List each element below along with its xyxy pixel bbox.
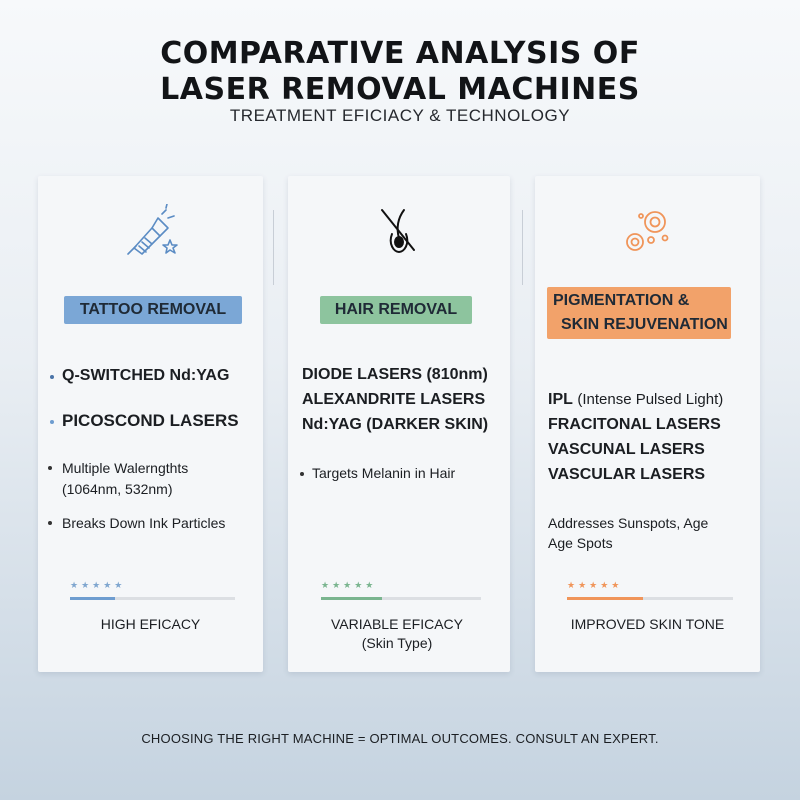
efficacy-bar	[70, 597, 235, 600]
rating-stars: ★★★★★	[567, 580, 623, 590]
footer-note: CHOOSING THE RIGHT MACHINE = OPTIMAL OUTCOMES. CONSULT AN EXPERT.	[141, 731, 659, 746]
efficacy-bar	[321, 597, 481, 600]
rating-stars: ★★★★★	[70, 580, 126, 590]
bullet-icon	[48, 521, 52, 525]
bullet-icon	[50, 420, 54, 424]
bullet-icon	[48, 466, 52, 470]
hair-follicle-crossed-icon	[374, 204, 424, 258]
tech-item: DIODE LASERS (810nm)	[302, 366, 488, 383]
laser-tattoo-gun-icon	[122, 204, 182, 260]
bullet-icon	[300, 472, 304, 476]
badge-line: SKIN REJUVENATION	[561, 316, 728, 333]
tech-item: FRACITONAL LASERS	[548, 416, 721, 433]
tech-item: Q-SWITCHED Nd:YAG	[62, 367, 230, 384]
title-line-1: COMPARATIVE ANALYSIS OF	[160, 36, 640, 71]
rating-stars: ★★★★★	[321, 580, 377, 590]
bullet-icon	[50, 375, 54, 379]
efficacy-bar	[567, 597, 733, 600]
tech-abbr: IPL	[548, 391, 573, 408]
card-tattoo-removal	[38, 176, 263, 672]
efficacy-label-sub: (Skin Type)	[361, 635, 433, 651]
efficacy-label: HIGH EFICACY	[100, 616, 201, 632]
tech-item	[548, 388, 723, 412]
badge-line: PIGMENTATION &	[553, 292, 690, 309]
tech-item: VASCULAR LASERS	[548, 466, 706, 483]
divider	[273, 210, 274, 285]
efficacy-bar-fill	[70, 597, 115, 600]
badge-pigmentation	[547, 287, 731, 339]
badge-hair-removal: HAIR REMOVAL	[320, 296, 472, 324]
feature-item: Multiple Walerngthts	[62, 460, 189, 476]
feature-item: Addresses Sunspots, Age	[548, 515, 709, 531]
feature-item: (1064nm, 532nm)	[62, 481, 173, 497]
tech-item: Nd:YAG (DARKER SKIN)	[302, 416, 489, 433]
tech-desc: (Intense Pulsed Light)	[577, 391, 724, 408]
tech-item: VASCUNAL LASERS	[548, 441, 705, 458]
efficacy-label: IMPROVED SKIN TONE	[570, 616, 725, 632]
efficacy-bar-fill	[321, 597, 382, 600]
tech-item: ALEXANDRITE LASERS	[302, 391, 486, 408]
efficacy-label: VARIABLE EFICACY	[330, 616, 463, 632]
tech-item: PICOSCOND LASERS	[62, 411, 239, 430]
feature-item: Breaks Down Ink Particles	[62, 515, 226, 531]
divider	[522, 210, 523, 285]
title-line-2: LASER REMOVAL MACHINES	[160, 72, 640, 107]
feature-item: Age Spots	[548, 535, 613, 551]
feature-item: Targets Melanin in Hair	[312, 465, 456, 481]
page-title	[0, 36, 800, 108]
badge-tattoo-removal: TATTOO REMOVAL	[64, 296, 242, 324]
page-subtitle: TREATMENT EFICIACY & TECHNOLOGY	[229, 106, 571, 125]
card-hair-removal	[288, 176, 510, 672]
skin-cells-icon	[621, 204, 675, 258]
efficacy-bar-fill	[567, 597, 643, 600]
card-pigmentation	[535, 176, 760, 672]
